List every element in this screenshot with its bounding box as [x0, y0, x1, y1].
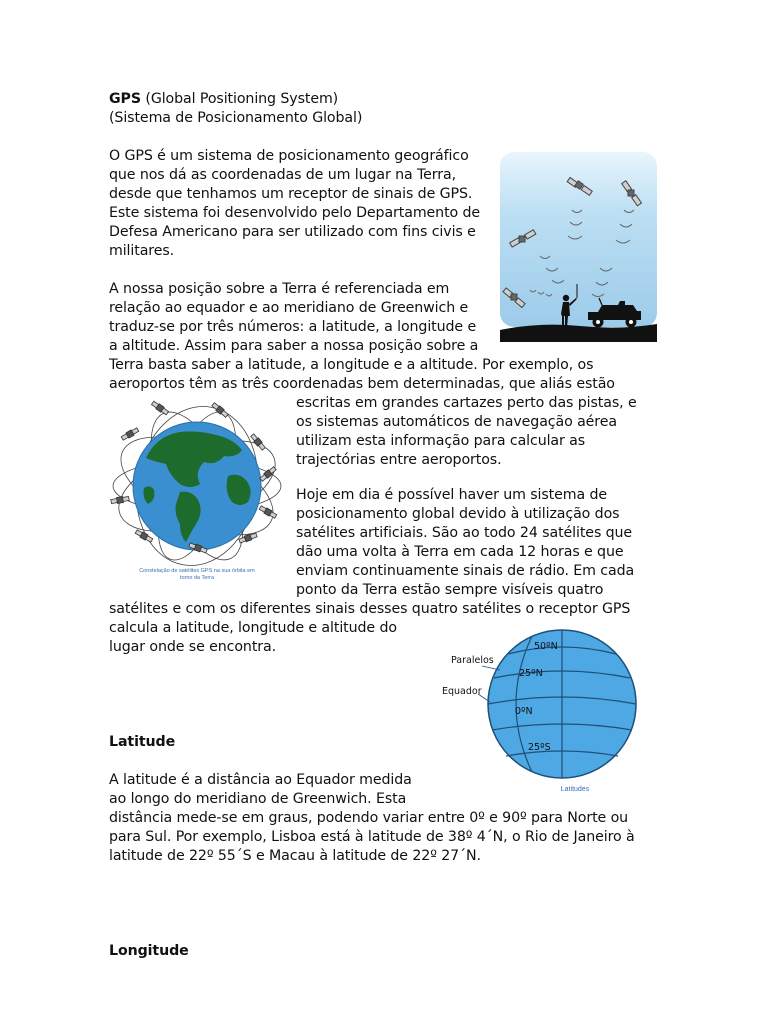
- latitude-line: ao longo do meridiano de Greenwich. Esta: [109, 791, 407, 807]
- satellite-icon: [259, 505, 278, 519]
- para2-line: A nossa posição sobre a Terra é referenciada em: [109, 281, 450, 297]
- latitudes-caption: Latitudes: [560, 786, 590, 793]
- satellite-icon: [121, 427, 140, 441]
- para2-line: utilizam esta informação para calcular as: [296, 433, 586, 449]
- lat-25n-label: 25ºN: [519, 668, 543, 679]
- equador-label: Equador: [442, 686, 482, 697]
- latitude-line: para Sul. Por exemplo, Lisboa está à latitude de 38º 4´N, o Rio de Janeiro à: [109, 829, 635, 845]
- longitude-heading: Longitude: [109, 943, 189, 959]
- doc-title: [109, 90, 338, 109]
- para3-line: enviam continuamente sinais de rádio. Em cada: [296, 563, 635, 579]
- para2-line: relação ao equador e ao meridiano de Greenwich e: [109, 300, 469, 316]
- para3-line: satélites e com os diferentes sinais desses quatro satélites o receptor GPS: [109, 601, 631, 617]
- latitudes-figure: [440, 620, 650, 800]
- title-expansion: (Global Positioning System): [140, 91, 339, 107]
- lat-25s-label: 25ºS: [528, 742, 551, 753]
- para1-line: Este sistema foi desenvolvido pelo Departamento de: [109, 205, 481, 221]
- gps-constellation-figure: [108, 396, 286, 586]
- paralelos-label: Paralelos: [451, 655, 494, 666]
- globe-caption-line: torno da Terra: [179, 575, 215, 581]
- latitude-line: latitude de 22º 55´S e Macau à latitude de 22º 27´N.: [109, 848, 481, 864]
- para2-line: a altitude. Assim para saber a nossa posição sobre a: [109, 338, 479, 354]
- para1-line: militares.: [109, 243, 175, 259]
- para1-line: O GPS é um sistema de posicionamento geográfico: [109, 148, 469, 164]
- satellite-icon: [211, 402, 229, 418]
- lat-0n-label: 0ºN: [515, 706, 533, 717]
- satellite-icon: [259, 466, 277, 482]
- para3-line: satélites artificiais. São ao todo 24 satélites que: [296, 525, 633, 541]
- para2-line: Terra basta saber a latitude, a longitude e a altitude. Por exemplo, os: [109, 357, 594, 373]
- para1-line: que nos dá as coordenadas de um lugar na Terra,: [109, 167, 457, 183]
- para3-line: posicionamento global devido à utilização dos: [296, 506, 620, 522]
- para2-line: aeroportos têm as três coordenadas bem determinadas, que aliás estão: [109, 376, 615, 392]
- para1-line: desde que tenhamos um receptor de sinais de GPS.: [109, 186, 473, 202]
- latitude-line: distância mede-se em graus, podendo variar entre 0º e 90º para Norte ou: [109, 810, 629, 826]
- para2-line: escritas em grandes cartazes perto das pistas, e: [296, 395, 637, 411]
- satellite-icon: [151, 400, 169, 415]
- gps-receiver-illustration: [500, 152, 657, 342]
- globe-caption-line: Constelação de satélites GPS na sua órbita em: [139, 568, 255, 574]
- para3-line: ponto da Terra estão sempre visíveis quatro: [296, 582, 604, 598]
- para3-line: calcula a latitude, longitude e altitude do: [109, 620, 397, 636]
- para2-line: traduz-se por três números: a latitude, a longitude e: [109, 319, 477, 335]
- earth-orbits-illustration: [108, 396, 286, 566]
- para2-line: os sistemas automáticos de navegação aérea: [296, 414, 617, 430]
- para3-line: lugar onde se encontra.: [109, 639, 277, 655]
- doc-subtitle: (Sistema de Posicionamento Global): [109, 110, 363, 126]
- para1-line: Defesa Americano para ser utilizado com fins civis e: [109, 224, 476, 240]
- title-acronym: GPS: [109, 91, 141, 107]
- latitude-line: A latitude é a distância ao Equador medida: [109, 772, 412, 788]
- para3-line: Hoje em dia é possível haver um sistema de: [296, 487, 608, 503]
- latitude-heading: Latitude: [109, 734, 176, 750]
- lat-50n-label: 50ºN: [534, 641, 558, 652]
- para3-line: dão uma volta à Terra em cada 12 horas e que: [296, 544, 624, 560]
- para2-line: trajectórias entre aeroportos.: [296, 452, 502, 468]
- satellite-icon: [111, 495, 130, 504]
